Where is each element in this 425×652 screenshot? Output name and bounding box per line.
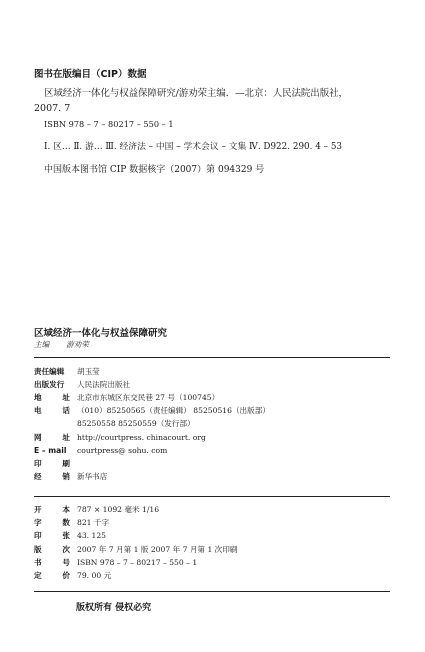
- publisher-info-label-3: 电 话: [34, 406, 70, 416]
- publisher-info-value-8: 新华书店: [77, 471, 108, 481]
- cip-record-number: 中国版本图书馆 CIP 数据核字（2007）第 094329 号: [44, 165, 265, 175]
- cip-isbn: ISBN 978 – 7 – 80217 – 550 – 1: [44, 119, 174, 129]
- book-editor: [34, 340, 89, 350]
- print-spec-label-2: 印 张: [34, 531, 70, 541]
- publisher-info-label-7: 印 刷: [34, 458, 70, 468]
- print-spec-value-2: 43. 125: [77, 531, 106, 541]
- cip-heading: 图书在版编目（CIP）数据: [34, 69, 147, 80]
- book-title: 区域经济一体化与权益保障研究: [34, 328, 168, 339]
- divider-bottom: [34, 591, 390, 592]
- publisher-info-label-4: [34, 419, 70, 429]
- publisher-info-label-2: 地 址: [34, 393, 70, 403]
- publisher-info-value-2: 北京市东城区东交民巷 27 号（100745）: [77, 393, 220, 403]
- print-spec-value-5: 79. 00 元: [77, 571, 112, 580]
- publisher-info-label-6: E – mail: [34, 445, 67, 455]
- divider-top: [34, 357, 390, 358]
- print-spec-value-3: 2007 年 7 月第 1 版 2007 年 7 月第 1 次印刷: [77, 544, 238, 554]
- publisher-info-label-1: 出版发行: [34, 380, 65, 390]
- print-spec-value-1: 821 千字: [77, 518, 110, 528]
- publisher-info-value-6: courtpress@ sohu. com: [77, 445, 168, 455]
- publisher-info-label-5: 网 址: [34, 432, 70, 442]
- cip-line-1: 区域经济一体化与权益保障研究/游劝荣主编．—北京：人民法院出版社，: [44, 88, 348, 99]
- print-spec-label-1: 字 数: [34, 518, 70, 528]
- cip-line-2: 2007. 7: [34, 103, 71, 114]
- publisher-info-value-3: （010）85250565（责任编辑） 85250516（出版部）: [77, 406, 270, 416]
- print-spec-label-4: 书 号: [34, 557, 70, 567]
- publisher-info-value-5: http://courtpress. chinacourt. org: [77, 432, 206, 442]
- cip-classification: Ⅰ. 区… Ⅱ. 游… Ⅲ. 经济法 – 中国 – 学术会议 – 文集 Ⅳ. D922. 290. 4 – 53: [44, 142, 343, 152]
- copyright-notice: 版权所有 侵权必究: [76, 603, 152, 613]
- publisher-info-value-0: 胡玉莹: [77, 367, 100, 376]
- print-spec-value-0: 787 × 1092 毫米 1/16: [77, 505, 160, 514]
- print-spec-label-5: 定 价: [34, 571, 70, 580]
- print-spec-label-3: 版 次: [34, 544, 70, 554]
- publisher-info-value-1: 人民法院出版社: [77, 380, 131, 390]
- divider-middle: [34, 496, 390, 497]
- publisher-info-label-0: 责任编辑: [34, 367, 65, 376]
- editor-name: 游劝荣: [66, 340, 89, 349]
- editor-label: 主编: [34, 340, 50, 349]
- print-spec-value-4: ISBN 978 – 7 – 80217 – 550 – 1: [77, 557, 198, 567]
- publisher-info-value-4: 85250558 85250559（发行部）: [77, 419, 195, 429]
- publisher-info-label-8: 经 销: [34, 471, 70, 481]
- print-spec-label-0: 开 本: [34, 505, 70, 514]
